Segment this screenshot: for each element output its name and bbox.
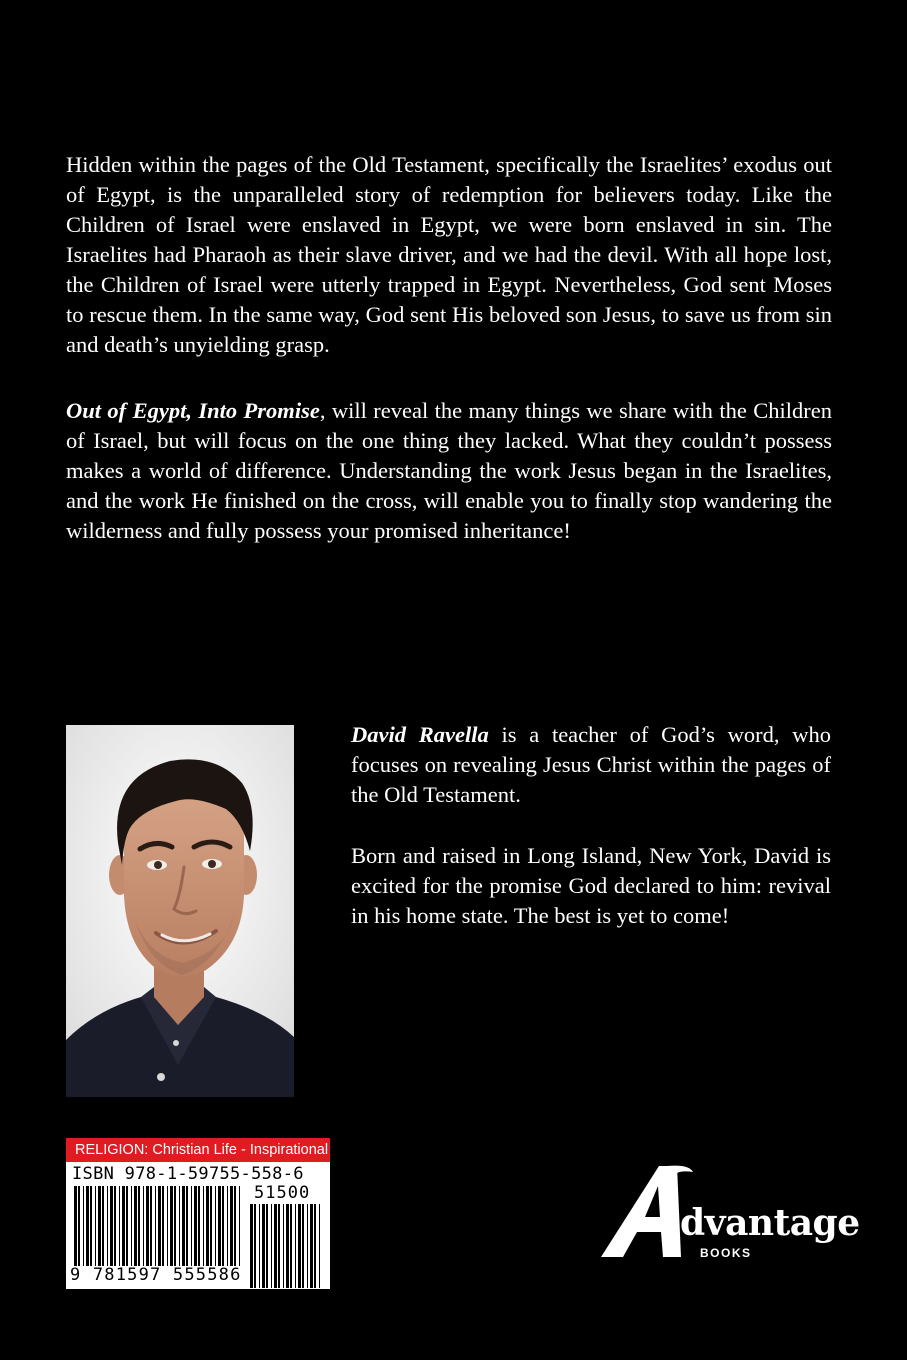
author-bio-1: [351, 720, 831, 810]
ean-digits: 9 781597 555586: [70, 1265, 242, 1285]
barcode-bar: [230, 1186, 233, 1266]
barcode-bar: [191, 1186, 192, 1266]
blurb-paragraph-1: [66, 150, 832, 360]
barcode-bar: [174, 1186, 176, 1266]
author-portrait-illustration: [66, 725, 294, 1097]
barcode-bar: [286, 1204, 289, 1288]
barcode-bar: [206, 1186, 209, 1266]
author-bio-2-text: Born and raised in Long Island, New York, David is excited for the promise God declared to him: revival in his home state. The best is yet to come!: [351, 843, 831, 928]
barcode-bar: [150, 1186, 152, 1266]
barcode-bar: [134, 1186, 137, 1266]
publisher-logo: [597, 1162, 860, 1272]
barcode-bar: [295, 1204, 296, 1288]
barcode-bar: [274, 1204, 277, 1288]
barcode-bar: [283, 1204, 284, 1288]
barcode-bar: [126, 1186, 128, 1266]
barcode-bar: [215, 1186, 216, 1266]
blurb-paragraph-1-text: Hidden within the pages of the Old Testament, specifically the Israelites’ exodus out of Egypt, is the unparalleled story of redemption for believers today. Like the Children of Israel were enslaved in Egypt, we were born enslaved in sin. The Israelites had Pharaoh as their slave driver, and we had the devil. With all hope lost, the Children of Israel were utterly trapped in Egypt. Nevertheless, God sent Moses to rescue them. In the same way, God sent His beloved son Jesus, to save us from sin and death’s unyielding grasp.: [66, 152, 832, 357]
barcode-bar: [146, 1186, 149, 1266]
barcode-bar: [119, 1186, 120, 1266]
barcode-bar: [186, 1186, 188, 1266]
barcode-bar: [155, 1186, 156, 1266]
barcode-bar: [310, 1204, 313, 1288]
author-bio-1-text: is a teacher of God’s word, who focuses on revealing Jesus Christ within the pages of the Old Testament.: [351, 722, 831, 807]
category-label: RELIGION: Christian Life - Inspirational: [66, 1138, 330, 1162]
barcode-bar: [290, 1204, 292, 1288]
barcode-bar: [170, 1186, 173, 1266]
barcode-bar: [307, 1204, 308, 1288]
barcode-bar: [266, 1204, 268, 1288]
barcode-bar: [259, 1204, 260, 1288]
barcode-bar: [194, 1186, 197, 1266]
barcode-bar: [298, 1204, 301, 1288]
barcode-bar: [302, 1204, 304, 1288]
publisher-name: dvantage: [680, 1202, 860, 1244]
barcode-bar: [203, 1186, 204, 1266]
barcode-bar: [182, 1186, 185, 1266]
blurb-paragraph-2: [66, 396, 832, 546]
barcode-bar: [110, 1186, 113, 1266]
price-code: 51500: [254, 1183, 311, 1203]
barcode-bar: [102, 1186, 104, 1266]
barcode-bar: [98, 1186, 101, 1266]
barcode-bar: [107, 1186, 108, 1266]
barcode-bar: [227, 1186, 228, 1266]
author-bio-2: [351, 841, 831, 931]
barcode-label: [66, 1138, 330, 1289]
barcode-bar: [254, 1204, 256, 1288]
publisher-books-label: BOOKS: [700, 1246, 752, 1260]
barcode-bar: [239, 1186, 240, 1266]
barcode-bar: [143, 1186, 144, 1266]
barcode-bar: [222, 1186, 224, 1266]
barcode-bar: [262, 1204, 265, 1288]
barcode-bar: [90, 1186, 92, 1266]
barcode-bar: [234, 1186, 236, 1266]
barcode-bar: [179, 1186, 180, 1266]
barcode-bar: [271, 1204, 272, 1288]
barcode-bar: [138, 1186, 140, 1266]
barcode-bar: [122, 1186, 125, 1266]
author-name: David Ravella: [351, 722, 489, 747]
barcode-bar: [95, 1186, 96, 1266]
author-photo: [66, 725, 294, 1097]
barcode-bar: [250, 1204, 253, 1288]
isbn-number: ISBN 978-1-59755-558-6: [72, 1164, 304, 1184]
barcode-bar: [162, 1186, 164, 1266]
barcode-bar: [86, 1186, 89, 1266]
blurb-paragraph-2-text: , will reveal the many things we share with the Children of Israel, but will focus on the one thing they lacked. What they couldn’t possess makes a world of difference. Understanding the work Jesus began in the Israelites, and the work He finished on the cross, will enable you to finally stop wandering the wilderness and fully possess your promised inheritance!: [66, 398, 832, 543]
barcode-bar: [158, 1186, 161, 1266]
barcode-bar: [78, 1186, 80, 1266]
barcode-bar: [210, 1186, 212, 1266]
barcode-bar: [167, 1186, 168, 1266]
barcode-bar: [131, 1186, 132, 1266]
barcode-bar: [198, 1186, 200, 1266]
barcode-bar: [278, 1204, 280, 1288]
barcode-bar: [74, 1186, 77, 1266]
barcode-bar: [319, 1204, 320, 1288]
barcode-bar: [314, 1204, 316, 1288]
barcode-bar: [114, 1186, 116, 1266]
barcode-bar: [218, 1186, 221, 1266]
barcode-bar: [83, 1186, 84, 1266]
book-title: Out of Egypt, Into Promise: [66, 398, 320, 423]
